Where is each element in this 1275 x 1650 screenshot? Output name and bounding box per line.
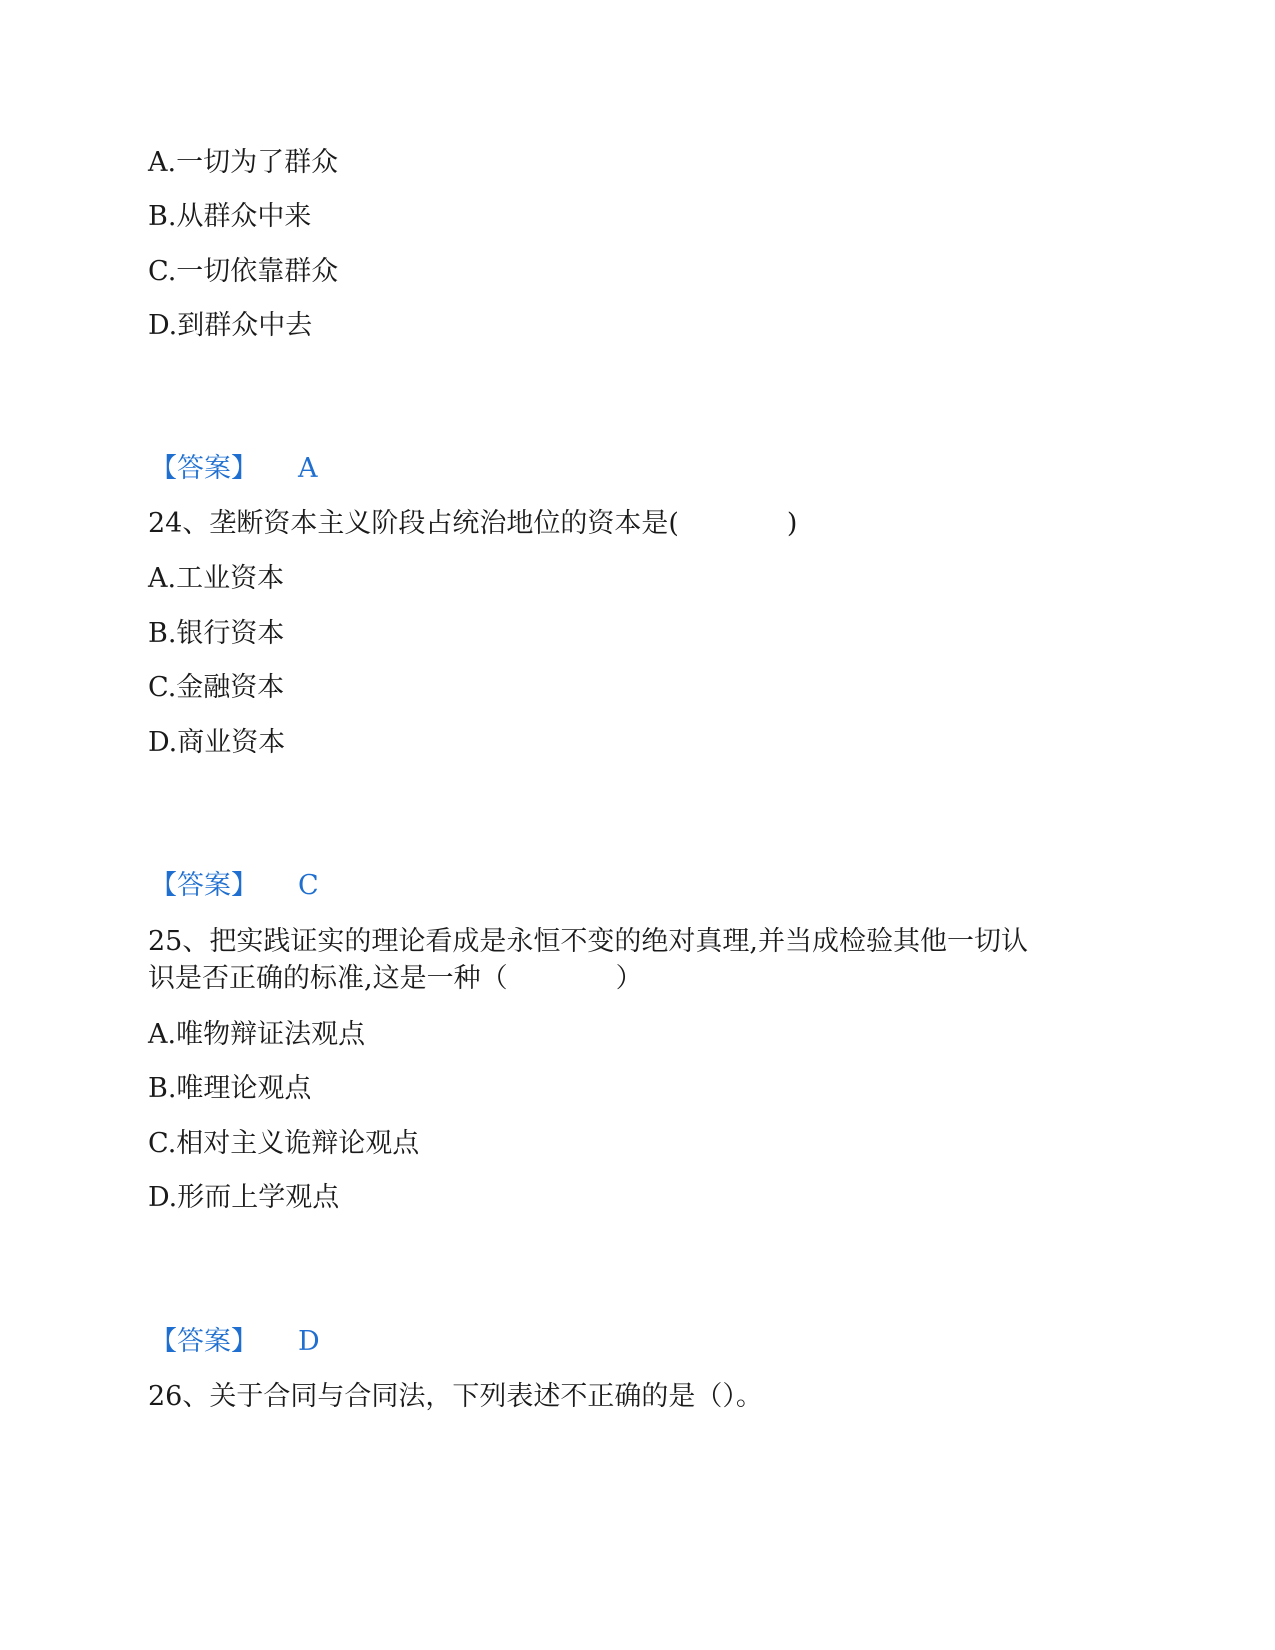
q24-option-a: A.工业资本 (148, 563, 285, 594)
q25-option-d: D.形而上学观点 (148, 1182, 340, 1213)
q24-answer (150, 869, 319, 903)
answer-value: D (298, 1326, 320, 1357)
q23-option-a: A.一切为了群众 (148, 147, 339, 178)
answer-label: 【答案】 (150, 1326, 258, 1357)
answer-value: C (298, 870, 319, 901)
q24-option-b: B.银行资本 (148, 618, 285, 649)
q23-option-c: C.一切依靠群众 (148, 256, 339, 287)
q24-option-c: C.金融资本 (148, 672, 285, 703)
q23-option-b: B.从群众中来 (148, 201, 312, 232)
answer-label: 【答案】 (150, 453, 258, 484)
q25-option-b: B.唯理论观点 (148, 1073, 312, 1104)
q24-stem: 24、垄断资本主义阶段占统治地位的资本是( ) (148, 508, 798, 539)
q25-stem-line-1: 25、把实践证实的理论看成是永恒不变的绝对真理,并当成检验其他一切认 (148, 926, 1028, 957)
answer-label: 【答案】 (150, 870, 258, 901)
q25-stem-line-2: 识是否正确的标准,这是一种（ ） (148, 963, 643, 994)
q23-option-d: D.到群众中去 (148, 310, 313, 341)
q25-option-c: C.相对主义诡辩论观点 (148, 1128, 420, 1159)
q26-stem: 26、关于合同与合同法，下列表述不正确的是（）。 (148, 1381, 763, 1412)
q25-option-a: A.唯物辩证法观点 (148, 1019, 366, 1050)
q25-answer (150, 1325, 320, 1359)
q23-answer (150, 452, 318, 486)
q24-option-d: D.商业资本 (148, 727, 286, 758)
answer-value: A (298, 453, 318, 484)
